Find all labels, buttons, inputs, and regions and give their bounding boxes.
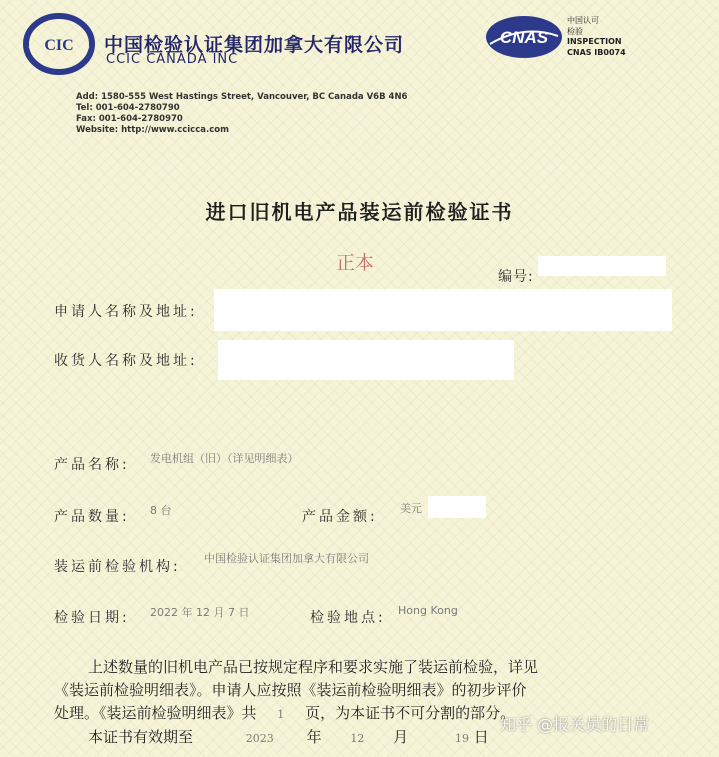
statement-line-2: 《装运前检验明细表》。申请人应按照《装运前检验明细表》的初步评价	[54, 681, 527, 699]
website-line: Website: http://www.ccicca.com	[76, 125, 229, 135]
amount-redaction	[428, 496, 486, 518]
validity-day: 19	[454, 732, 469, 745]
validity-year: 2023	[245, 732, 274, 745]
product-name-value: 发电机组（旧）（详见明细表）	[150, 452, 299, 465]
quantity-label: 产品数量:	[54, 509, 130, 525]
amount-value: 美元	[400, 502, 422, 515]
svg-text:CNAS: CNAS	[499, 28, 549, 47]
svg-text:CIC: CIC	[44, 37, 74, 54]
inspection-place-label: 检验地点:	[310, 610, 386, 626]
cnas-line: 中国认可	[567, 16, 599, 25]
cic-logo	[22, 12, 96, 76]
validity-label: 本证书有效期至	[88, 728, 194, 746]
amount-label: 产品金额:	[302, 509, 378, 525]
product-name-label: 产品名称:	[54, 457, 130, 473]
consignee-redaction	[218, 340, 514, 380]
validity-month-unit: 月	[393, 728, 409, 746]
cnas-line: 检验	[567, 26, 583, 36]
company-name-cn: 中国检验认证集团加拿大有限公司	[104, 34, 405, 56]
page-count-value: 1	[277, 708, 285, 721]
cnas-line: CNAS IB0074	[567, 47, 626, 57]
company-name-en: CCIC CANADA INC	[106, 52, 239, 67]
cert-no-label: 编号:	[498, 269, 534, 285]
statement-line-3-start: 处理。《装运前检验明细表》共	[54, 704, 257, 722]
cnas-line: INSPECTION	[567, 37, 622, 46]
certificate-title: 进口旧机电产品装运前检验证书	[205, 200, 514, 224]
inspection-date-label: 检验日期:	[54, 610, 130, 626]
inspection-place-value: Hong Kong	[398, 604, 458, 617]
applicant-label: 申请人名称及地址:	[54, 304, 198, 320]
validity-month: 12	[350, 732, 365, 745]
agency-value: 中国检验认证集团加拿大有限公司	[204, 552, 369, 565]
cnas-logo	[484, 14, 564, 60]
tel-line: Tel: 001-604-2780790	[76, 103, 180, 113]
address-line: Add: 1580-555 West Hastings Street, Vancouver, BC Canada V6B 4N6	[76, 92, 408, 102]
contact-block	[76, 92, 407, 136]
cert-no-redaction	[538, 256, 666, 276]
agency-label: 装运前检验机构:	[54, 559, 181, 575]
statement-line-3-end: 页，为本证书不可分割的部分。	[305, 704, 516, 722]
cnas-accreditation	[567, 16, 626, 58]
zhihu-watermark: 知乎 @报关员的日常	[500, 715, 650, 734]
inspection-date-value: 2022 年 12 月 7 日	[150, 606, 250, 619]
quantity-value: 8 台	[150, 504, 172, 517]
certificate-statement	[54, 656, 694, 750]
original-stamp: 正本	[336, 252, 375, 274]
validity-day-unit: 日	[473, 728, 489, 746]
consignee-label: 收货人名称及地址:	[54, 353, 198, 369]
applicant-redaction	[214, 289, 672, 331]
fax-line: Fax: 001-604-2780970	[76, 114, 183, 124]
statement-line-1: 上述数量的旧机电产品已按规定程序和要求实施了装运前检验，详见	[88, 658, 539, 676]
validity-year-unit: 年	[306, 728, 322, 746]
